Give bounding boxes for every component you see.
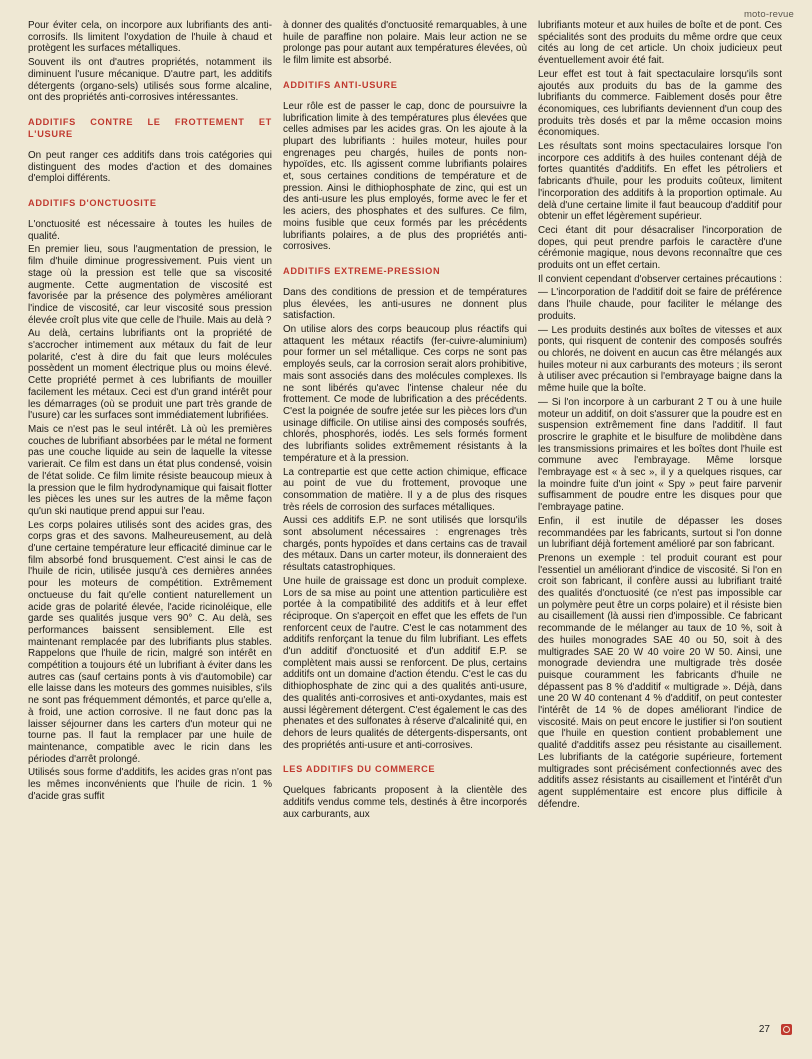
paragraph: Mais ce n'est pas le seul intérêt. Là où les premières couches de lubrifiant absorbées par le métal ne forment pas une couche liquide au sein de laquelle la vitesse varierait. Ce film est dans un état plus condensé, voisin de l'état solide. Ce film limite résiste beaucoup mieux à la pression que le film hydrodynamique qui faisait flotter les pièces les unes sur les autres de la même façon qu'un ski nautique prend appui sur l'eau. — [28, 423, 272, 517]
text-column-1 — [28, 20, 272, 804]
text-column-2 — [283, 20, 527, 822]
paragraph: L'onctuosité est nécessaire à toutes les huiles de qualité. — [28, 219, 272, 242]
paragraph: — Si l'on incorpore à un carburant 2 T ou à une huile moteur un additif, on doit s'assurer que la poudre est en suspension extrêmement fine dans l'additif. Il faut proscrire le graphite et le bisulfure de molibdène dans les transmissions primaires et les boîtes dont l'huile est commune avec l'embrayage. Même lorsque l'embrayage est « à sec », il y a quelques risques, car la moindre fuite d'un joint « Spy » peut faire parvenir suffisamment de poudre entre les disques pour que l'embrayage patine. — [538, 396, 782, 514]
paragraph: On utilise alors des corps beaucoup plus réactifs qui attaquent les métaux réactifs (fer-cuivre-aluminium) pour former un sel métallique. Ces corps ne sont pas employés seuls, car la corrosion serait alors prohibitive, mais sont associés dans des molécules complexes. Ils ne sont libérés qu'avec l'intense chaleur née du frottement. Ce mode de lubrification a des précédents. C'est la poignée de soufre jetée sur les pièces lors d'un usinage difficile. On utilise ainsi des composés soufrés, chlorés, phosphorés, iodés. Les sels formés forment des lubrifiants solides extrêmement résistants à la température et à la pression. — [283, 324, 527, 464]
running-header: moto-revue — [743, 9, 794, 20]
paragraph: Leur effet est tout à fait spectaculaire lorsqu'ils sont ajoutés aux produits du bas de la gamme des lubrifiants du commerce. Faiblement dosés pour être économiques, ces lubrifiants deviennent d'un coup des produits très dosés et par la même occasion moins économiques. — [538, 68, 782, 139]
paragraph: à donner des qualités d'onctuosité remarquables, à une huile de paraffine non polaire. Mais leur action ne se prolonge pas pour autant aux températures élevées, où le film limite est absorbé. — [283, 20, 527, 67]
paragraph: — L'incorporation de l'additif doit se faire de préférence dans l'huile chaude, pour faciliter le mélange des produits. — [538, 287, 782, 322]
paragraph: — Les produits destinés aux boîtes de vitesses et aux ponts, qui risquent de contenir des composés soufrés ou chlorés, ne doivent en aucun cas être mélangés aux huiles moteur ni aux carburants des moteurs ; ils seront à utiliser avec précaution si l'embrayage baigne dans la même huile que la boîte. — [538, 324, 782, 395]
paragraph: Les corps polaires utilisés sont des acides gras, des corps gras et des savons. Malheureusement, au delà d'une certaine température leur efficacité diminue car le film absorbé fond brusquement. C'est ainsi le cas de l'huile de ricin, utilisée jusqu'à ces dernières années pour les moteurs de compétition. Extrêmement onctueuse du fait qu'elle contient naturellement un acide gras de polarité élevée, l'acide ricinoléique, elle garde ses qualités jusque vers 90° C. Au delà, ses performances baissent sensiblement. Elle est maintenant remplacée par des lubrifiants plus stables. Rappelons que l'huile de ricin, malgré son intérêt en compétition a toujours été un lubrifiant à éviter dans les autres cas (sauf certains ponts à vis d'automobile) car elle laisse dans les moteurs des gommes nuisibles, s'ils ne sont pas fréquemment démontés, et parce qu'elle a, à froid, une action corrosive. Il ne faut donc pas la laisser séjourner dans les carters d'un moteur qui ne tourne pas. Il faut la remplacer par une huile de maintenance, compatible avec le ricin dans les périodes d'arrêt prolongé. — [28, 519, 272, 765]
paragraph: Aussi ces additifs E.P. ne sont utilisés que lorsqu'ils sont absolument nécessaires : engrenages très chargés, ponts hypoïdes et dans certains cas de travail des métaux. Dans un carter moteur, ils donneraient des résultats catastrophiques. — [283, 515, 527, 574]
section-heading: ADDITIFS CONTRE LE FROTTEMENT ET L'USURE — [28, 116, 272, 139]
paragraph: La contrepartie est que cette action chimique, efficace au point de vue du frottement, provoque une consommation de matière. Il y a de plus des risques très réels de corrosion des surfaces métalliques. — [283, 466, 527, 513]
paragraph: Souvent ils ont d'autres propriétés, notamment ils diminuent l'usure mécanique. D'autre part, les additifs détergents (organo-sels) utilisés sous forme alcaline, ont des propriétés anti-corrosives intéressantes. — [28, 57, 272, 104]
paragraph: Utilisés sous forme d'additifs, les acides gras n'ont pas les mêmes inconvénients que l'huile de ricin. 1 % d'acide gras suffit — [28, 767, 272, 802]
paragraph: lubrifiants moteur et aux huiles de boîte et de pont. Ces spécialités sont des produits du même ordre que ceux cités au long de cet article. Un choix judicieux peut éventuellement avoir été fait. — [538, 20, 782, 67]
section-heading: LES ADDITIFS DU COMMERCE — [283, 764, 436, 775]
paragraph: Dans des conditions de pression et de températures plus élevées, les anti-usures ne donnent plus satisfaction. — [283, 286, 527, 322]
paragraph: Ceci étant dit pour désacraliser l'incorporation de dopes, qui peut prendre parfois le caractère d'une cérémonie magique, nous devons reconnaître que ces produits ont un effet certain. — [538, 224, 782, 272]
paragraph: Enfin, il est inutile de dépasser les doses recommandées par les fabricants, surtout si l'on donne un lubrifiant déjà fortement amélioré par son fabricant. — [538, 515, 782, 551]
paragraph: En premier lieu, sous l'augmentation de pression, le film d'huile diminue progressivement. Puis vient un stage où la pression est telle que sa viscosité augmente. Cette augmentation de viscosité est favorisée par la présence des polymères améliorant l'indice de viscosité, car leur viscosité sous pression élevée croît plus vite que celle de l'huile. Mais au delà ? — [28, 244, 272, 326]
paragraph: Leur rôle est de passer le cap, donc de poursuivre la lubrification limite à des températures plus élevées que celles admises par les acides gras. On les ajoute à la plupart des lubrifiants : huiles moteur, huiles pour engrenages peu chargés, huiles de ponts non-hypoïdes, etc. Ils agissent comme lubrifiants polaires et, sous certaines conditions de température et de pression. Ainsi le dithiophosphate de zinc, qui est un des anti-usure les plus employés, forme avec le fer et les aciers, des phosphates et des sulfures. Ce film, moins fusible que ceux formés par les précédents lubrifiants polaires, a de plus des propriétés anti-corrosives. — [283, 100, 527, 253]
paragraph: Les résultats sont moins spectaculaires lorsque l'on incorpore ces additifs à des huiles contenant déjà de fortes quantités d'additifs. En effet les pétroliers et fabricants d'huile, pour les produits coûteux, limitent l'incorporation des additifs à la proportion optimale. Au delà d'une certaine limite il faut beaucoup d'additif pour obtenir un effet légèrement supérieur. — [538, 141, 782, 223]
section-heading: ADDITIFS ANTI-USURE — [283, 79, 398, 90]
paragraph: Il convient cependant d'observer certaines précautions : — [538, 273, 782, 285]
page-number: 27 — [758, 1024, 770, 1035]
end-mark-icon — [781, 1024, 792, 1035]
paragraph: Une huile de graissage est donc un produit complexe. Lors de sa mise au point une attention particulière est portée à la compatibilité des additifs et à leur effet réciproque. On s'aperçoit en effet que les effets de l'un renforcent ceux de l'autre. C'est le cas notamment des additifs renforçant la tenue du film lubrifiant. Les effets d'un additif d'onctuosité et d'un additif E.P. se complètent mais aussi se renforcent. De plus, certains additifs ont un domaine d'action étendu. C'est le cas du dithiophosphate de zinc qui a des qualités anti-usure, des qualités anti-corrosives et anti-oxydantes, mais est aussi légèrement détergent. C'est également le cas des phenates et des sulfonates à réserve d'alcalinité qui, en dehors de leurs qualités de détergents-dispersants, ont des propriétés anti-usure et anti-corrosives. — [283, 575, 527, 751]
text-column-3 — [538, 20, 782, 812]
paragraph: Quelques fabricants proposent à la clientèle des additifs vendus comme tels, destinés à être incorporés aux carburants, aux — [283, 785, 527, 820]
paragraph: Prenons un exemple : tel produit courant est pour l'essentiel un améliorant d'indice de viscosité. Si l'on en croit son fabricant, il confère aussi au lubrifiant traité des qualités d'onctuosité (ce n'est pas impossible car un polymère peut être un corps polaire) et il résiste bien au cisaillement (là aussi rien d'impossible. Ce fabricant recommande de le mélanger au taux de 10 %, soit à des huiles monogrades SAE 40 ou 50, soit à des multigrades SAE 20 W 40 voire 20 W 50. Ainsi, une monograde deviendra une multigrade très dosée puisque couramment les fabricants d'huile ne dépassent pas 8 % d'additif « multigrade ». Déjà, dans une 20 W 40 contenant 4 % d'additif, on peut contester l'intérêt de 14 % de dopes améliorant l'indice de viscosité. Mais on peut encore le justifier si l'on soutient que l'huile en question contient probablement une qualité d'additifs assez peu résistante au cisaillement. Les lubrifiants de la catégorie supérieure, fortement multigrades sont précisément confectionnés avec des additifs assez résistants au cisaillement et l'intérêt d'un agent supplémentaire est encore plus difficile à défendre. — [538, 552, 782, 810]
paragraph: Au delà, certains lubrifiants ont la propriété de s'accrocher intimement aux métaux du fait de leur polarité, c'est à dire du fait que leurs molécules possèdent un moment électrique plus ou moins élevé. Cette propriété permet à ces lubrifiants de mouiller facilement les métaux. Ceci est d'un grand intérêt pour les démarrages (où se produit une part très grande de l'usure) car les surfaces sont immédiatement lubrifiées. — [28, 328, 272, 422]
section-heading: ADDITIFS EXTREME-PRESSION — [283, 265, 441, 276]
section-heading: ADDITIFS D'ONCTUOSITE — [28, 198, 157, 209]
paragraph: On peut ranger ces additifs dans trois catégories qui distinguent des modes d'action et des domaines d'emploi différents. — [28, 149, 272, 185]
paragraph: Pour éviter cela, on incorpore aux lubrifiants des anti-corrosifs. Ils limitent l'oxydation de l'huile à chaud et protègent les surfaces métalliques. — [28, 20, 272, 55]
